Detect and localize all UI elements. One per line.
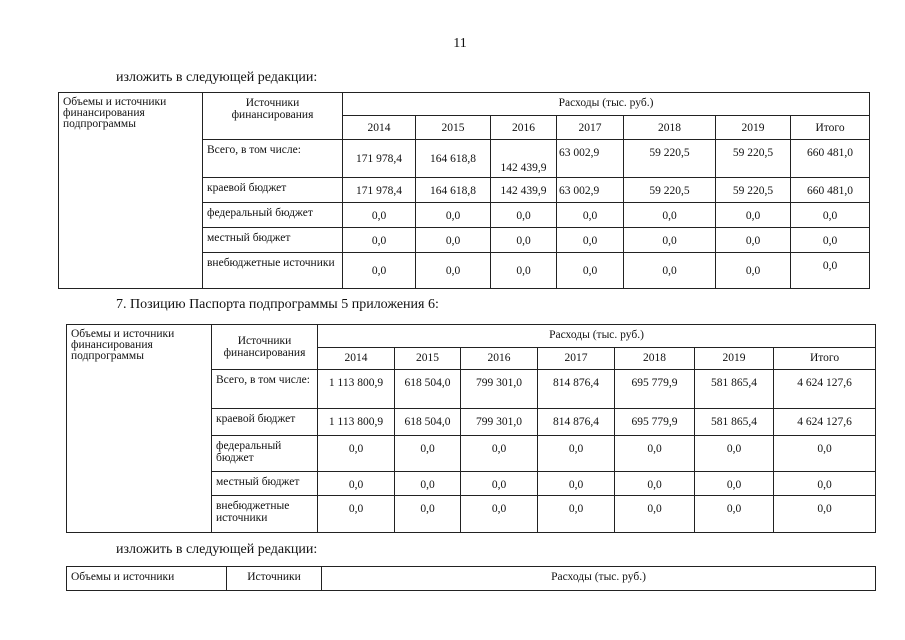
table-cell: 0,0 <box>395 436 461 472</box>
table-cell: 59 220,5 <box>624 178 716 203</box>
table-cell: 0,0 <box>716 253 791 289</box>
table-cell: 0,0 <box>624 253 716 289</box>
row-source-label: федеральный бюджет <box>203 203 343 228</box>
table-cell: 59 220,5 <box>716 178 791 203</box>
row-source-label: Всего, в том числе: <box>212 370 318 409</box>
table-cell: 164 618,8 <box>416 178 491 203</box>
page-number: 11 <box>453 36 467 51</box>
table-cell: 0,0 <box>716 228 791 253</box>
table-cell: 0,0 <box>695 472 774 496</box>
table1-year-header: 2017 <box>557 116 624 140</box>
table-cell: 0,0 <box>557 228 624 253</box>
table-cell: 0,0 <box>624 203 716 228</box>
table-cell: 0,0 <box>695 496 774 533</box>
financing-table-1 <box>58 92 870 289</box>
table-cell: 660 481,0 <box>791 140 870 178</box>
row-source-label: краевой бюджет <box>203 178 343 203</box>
table-cell: 695 779,9 <box>615 409 695 436</box>
table3-label: Объемы и источники <box>67 567 227 591</box>
table3-source-header: Источники <box>227 567 322 591</box>
table-cell: 1 113 800,9 <box>318 409 395 436</box>
row-source-label: внебюджетные источники <box>203 253 343 289</box>
table-cell: 164 618,8 <box>416 140 491 178</box>
table-cell: 0,0 <box>774 472 876 496</box>
table-cell: 0,0 <box>695 436 774 472</box>
table-cell: 0,0 <box>615 472 695 496</box>
table-cell: 0,0 <box>318 496 395 533</box>
table-cell: 0,0 <box>395 472 461 496</box>
table-cell: 695 779,9 <box>615 370 695 409</box>
table-cell: 0,0 <box>491 228 557 253</box>
financing-table-2 <box>66 324 876 533</box>
table-cell: 0,0 <box>791 203 870 228</box>
row-source-label: федеральный бюджет <box>212 436 318 472</box>
table-cell: 0,0 <box>791 253 870 289</box>
table-cell: 1 113 800,9 <box>318 370 395 409</box>
table-cell: 4 624 127,6 <box>774 409 876 436</box>
table-cell: 63 002,9 <box>557 178 624 203</box>
table-cell: 0,0 <box>615 496 695 533</box>
table-cell: 0,0 <box>318 472 395 496</box>
table-cell: 618 504,0 <box>395 370 461 409</box>
table-cell: 0,0 <box>343 203 416 228</box>
table-cell: 0,0 <box>538 436 615 472</box>
table-cell: 0,0 <box>774 436 876 472</box>
table2-source-header: Источники финансирования <box>212 325 318 370</box>
table-cell: 0,0 <box>538 496 615 533</box>
table-cell: 0,0 <box>416 228 491 253</box>
intro-text-2: изложить в следующей редакции: <box>116 542 318 557</box>
table3-expenses-header: Расходы (тыс. руб.) <box>322 567 876 591</box>
table1-year-header: 2014 <box>343 116 416 140</box>
table2-year-header: 2018 <box>615 348 695 370</box>
table-cell: 171 978,4 <box>343 140 416 178</box>
table-cell: 618 504,0 <box>395 409 461 436</box>
table-cell: 799 301,0 <box>461 370 538 409</box>
table-cell: 0,0 <box>791 228 870 253</box>
table-cell: 0,0 <box>538 472 615 496</box>
table1-expenses-header: Расходы (тыс. руб.) <box>343 93 870 116</box>
table2-year-header: 2016 <box>461 348 538 370</box>
intro-text-1: изложить в следующей редакции: <box>116 70 318 85</box>
table-cell: 0,0 <box>416 253 491 289</box>
table-cell: 0,0 <box>395 496 461 533</box>
table-cell: 660 481,0 <box>791 178 870 203</box>
table-cell: 59 220,5 <box>624 140 716 178</box>
row-source-label: краевой бюджет <box>212 409 318 436</box>
row-source-label: внебюджетные источники <box>212 496 318 533</box>
row-source-label: местный бюджет <box>212 472 318 496</box>
table-cell: 0,0 <box>557 253 624 289</box>
table-cell: 799 301,0 <box>461 409 538 436</box>
table-cell: 0,0 <box>461 436 538 472</box>
financing-table-3 <box>66 566 876 591</box>
table2-year-header: 2017 <box>538 348 615 370</box>
table-cell: 814 876,4 <box>538 409 615 436</box>
table1-label: Объемы и источники финансирования подпрограммы <box>59 93 203 289</box>
table2-expenses-header: Расходы (тыс. руб.) <box>318 325 876 348</box>
table-cell: 0,0 <box>461 472 538 496</box>
table-cell: 0,0 <box>774 496 876 533</box>
table-cell: 142 439,9 <box>491 178 557 203</box>
table-cell: 581 865,4 <box>695 370 774 409</box>
section-7-heading: 7. Позицию Паспорта подпрограммы 5 приложения 6: <box>116 297 439 312</box>
table2-label: Объемы и источники финансирования подпрограммы <box>67 325 212 533</box>
table-cell: 0,0 <box>716 203 791 228</box>
table2-total-header: Итого <box>774 348 876 370</box>
table-cell: 142 439,9 <box>491 140 557 178</box>
table-cell: 171 978,4 <box>343 178 416 203</box>
table2-year-header: 2014 <box>318 348 395 370</box>
table1-year-header: 2018 <box>624 116 716 140</box>
table-cell: 0,0 <box>557 203 624 228</box>
table-cell: 0,0 <box>416 203 491 228</box>
table1-total-header: Итого <box>791 116 870 140</box>
table-cell: 0,0 <box>318 436 395 472</box>
table-cell: 814 876,4 <box>538 370 615 409</box>
table-cell: 0,0 <box>343 253 416 289</box>
table1-source-header: Источники финансирования <box>203 93 343 140</box>
row-source-label: местный бюджет <box>203 228 343 253</box>
table-cell: 59 220,5 <box>716 140 791 178</box>
table-cell: 63 002,9 <box>557 140 624 178</box>
table2-year-header: 2015 <box>395 348 461 370</box>
table-cell: 0,0 <box>624 228 716 253</box>
table2-year-header: 2019 <box>695 348 774 370</box>
table-cell: 0,0 <box>615 436 695 472</box>
table-cell: 0,0 <box>491 203 557 228</box>
table1-year-header: 2015 <box>416 116 491 140</box>
table-cell: 0,0 <box>343 228 416 253</box>
row-source-label: Всего, в том числе: <box>203 140 343 178</box>
table1-year-header: 2019 <box>716 116 791 140</box>
table-cell: 581 865,4 <box>695 409 774 436</box>
table-cell: 0,0 <box>461 496 538 533</box>
table-cell: 0,0 <box>491 253 557 289</box>
table-cell: 4 624 127,6 <box>774 370 876 409</box>
table1-year-header: 2016 <box>491 116 557 140</box>
